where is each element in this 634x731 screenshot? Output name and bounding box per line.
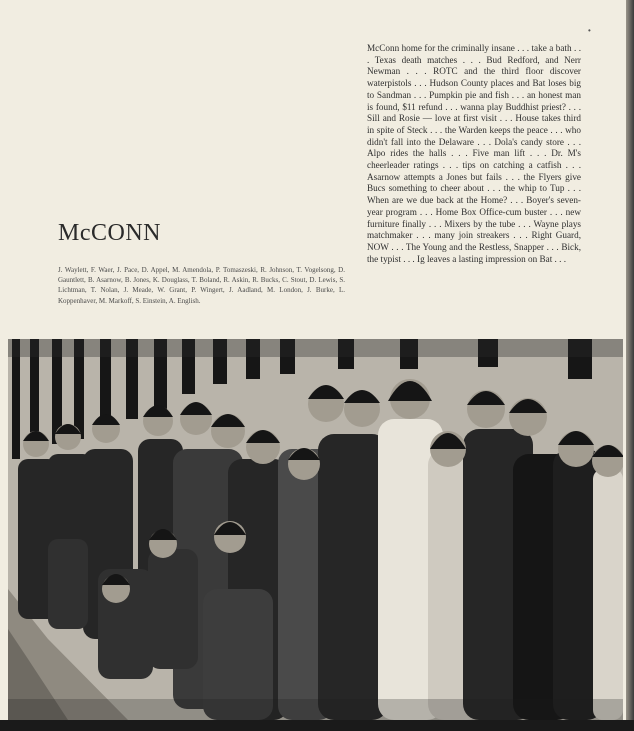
page-edge-bottom — [0, 720, 634, 731]
section-title: McCONN — [58, 220, 161, 246]
group-photo — [8, 339, 623, 720]
article-body: McConn home for the criminally insane . . . take a bath . . . Texas death matches . . . Bud Redford, and Nerr Newman . . . ROTC and the third floor discover waterpistols . . . Hudson County places and Bat loses big to Sandman . . . Pumpkin pie and fish . . . an honest man is found, $11 refund . . . wanna play Buddhist priest? . . . Sill and Rosie — love at first visit . . . House takes third in spite of Steck . . . the Warden keeps the peace . . . who didn't fall into the Delaware . . . Dola's candy store . . . Alpo rides the halls . . . Five man lift . . . Dr. M's cheerleader ratings . . . tips on catching a catfish . . . Asarnow attempts a Jones but fails . . . the Flyers give Bucs something to cheer about . . . the whip to Tup . . . When are we due back at the Home? . . . Boyer's seven-year program . . . Home Box Office-cum buster . . . new furniture finally . . . Mixers by the tube . . . Wayne plays matchmaker . . . many join streakers . . . Right Guard, NOW . . . The Young and the Restless, Snapper . . . Bick, the typist . . . Ig leaves a lasting impression on Bat . . . — [367, 43, 581, 264]
page-mark: • — [588, 26, 591, 35]
page-edge-right — [626, 0, 634, 731]
member-names: J. Waylett, F. Waer, J. Pace, D. Appel, M. Amendola, P. Tomaszeski, R. Johnson, T. Vogelsong, D. Gauntlett, B. Asarnow, B. Jones, K. Douglass, T. Boland, R. Askin, R. Bucks, C. Stout, D. Lewis, S. Lichtman, T. Nolan, J. Meade, W. Grant, P. Wingert, J. Aadland, M. London, J. Burke, L. Koppenhaver, M. Markoff, S. Einstein, A. English. — [58, 266, 345, 305]
